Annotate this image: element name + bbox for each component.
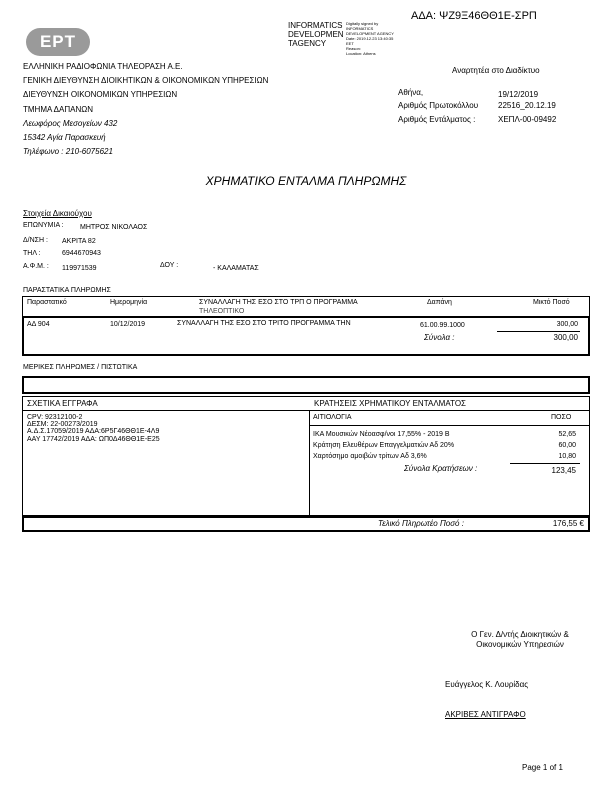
deductions-heading: ΚΡΑΤΗΣΕΙΣ ΧΡΗΜΑΤΙΚΟΥ ΕΝΤΑΛΜΑΤΟΣ xyxy=(314,399,466,408)
organization-block: ΕΛΛΗΝΙΚΗ ΡΑΔΙΟΦΩΝΙΑ ΤΗΛΕΟΡΑΣΗ Α.Ε. ΓΕΝΙΚΗ ΔΙΕΥΘΥΝΣΗ ΔΙΟΙΚΗΤΙΚΩΝ & ΟΙΚΟΝΟΜΙΚΩΝ ΥΠΗΡΕΣΙΩΝ ΔΙΕΥΘΥΝΣΗ ΟΙΚΟΝΟΜΙΚΩΝ ΥΠΗΡΕΣΙΩΝ ΤΜΗΜΑ ΔΑΠΑΝΩΝ Λεωφόρος Μεσογείων 432 15342 Αγία Παρασκευή Τηλέφωνο : 210-6075621 xyxy=(23,62,269,157)
row-date: 10/12/2019 xyxy=(110,321,146,328)
row-amount: 300,00 xyxy=(556,321,578,328)
payment-docs-heading: ΠΑΡΑΣΤΑΤΙΚΑ ΠΛΗΡΩΜΗΣ xyxy=(23,287,111,294)
page-number: Page 1 of 1 xyxy=(522,763,563,772)
ert-logo: ΕΡΤ xyxy=(26,28,90,56)
deduction-item-2-reason: Κράτηση Ελευθέρων Επαγγελματιών Αδ 20% xyxy=(313,442,455,449)
ada-code: ΑΔΑ: ΨΖ9Ξ46ΘΘ1Ε-ΣΡΠ xyxy=(411,10,537,22)
true-copy-stamp: ΑΚΡΙΒΕΣ ΑΝΤΙΓΡΑΦΟ xyxy=(445,710,526,719)
final-amount-label: Τελικό Πληρωτέο Ποσό : xyxy=(378,519,464,528)
final-amount-box xyxy=(22,516,590,532)
document-title: ΧΡΗΜΑΤΙΚΟ ΕΝΤΑΛΜΑ ΠΛΗΡΩΜΗΣ xyxy=(205,174,407,188)
deduction-item-1-reason: ΙΚΑ Μουσικών Νέοασφ/νοι 17,55% - 2019 Β xyxy=(313,431,450,438)
informatics-block: INFORMATICS DEVELOPMEN TAGENCY xyxy=(288,21,344,48)
afm-label: Α.Φ.Μ. : xyxy=(23,263,49,270)
meta-warrant-label: Αριθμός Εντάλματος : xyxy=(398,115,476,124)
col-date: Ημερομηνία xyxy=(110,299,148,306)
meta-date-label: Αθήνα, xyxy=(398,88,424,97)
digital-signature-text: Digitally signed by INFORMATICS DEVELOPMENT AGENCY Date: 2019.12.23 13:40:35 EET Reason: Location: Athens xyxy=(346,21,394,56)
name-value: ΜΗΤΡΟΣ ΝΙΚΟΛΑΟΣ xyxy=(80,224,148,231)
meta-protocol-value: 22516_20.12.19 xyxy=(498,101,556,110)
col-description-overflow: ΤΗΛΕΟΠΤΙΚΟ xyxy=(199,308,245,315)
deduction-total-label: Σύνολα Κρατήσεων : xyxy=(404,464,478,473)
name-label: ΕΠΩΝΥΜΙΑ : xyxy=(23,222,64,229)
deduction-item-2-amount: 60,00 xyxy=(558,442,576,449)
partial-box xyxy=(22,376,590,394)
doy-label: ΔΟΥ : xyxy=(160,262,179,269)
deduction-total-value: 123,45 xyxy=(551,466,576,475)
doy-value: - ΚΑΛΑΜΑΤΑΣ xyxy=(213,265,259,272)
signatory-title-1: Ο Γεν. Δ/ντής Διοικητικών & xyxy=(471,630,569,639)
payment-total-label: Σύνολα : xyxy=(424,333,455,342)
posted-notice: Αναρτητέα στο Διαδίκτυο xyxy=(452,66,540,75)
payment-total-value: 300,00 xyxy=(553,333,578,342)
meta-warrant-value: ΧΕΠΛ-00-09492 xyxy=(498,115,557,124)
row-document: ΑΔ 904 xyxy=(27,321,50,328)
deduction-total-line xyxy=(510,463,580,464)
deduction-item-3-reason: Χαρτόσημο αμοιβών τρίτων Αδ 3,6% xyxy=(313,453,427,460)
afm-value: 119971539 xyxy=(62,265,97,272)
address-label: Δ/ΝΣΗ : xyxy=(23,237,48,244)
related-heading: ΣΧΕΤΙΚΑ ΕΓΓΡΑΦΑ xyxy=(27,399,98,408)
deduction-item-1-amount: 52,65 xyxy=(558,431,576,438)
address-value: ΑΚΡΙΤΑ 82 xyxy=(62,238,96,245)
deduction-amount-header: ΠΟΣΟ xyxy=(551,414,572,421)
beneficiary-heading: Στοιχεία Δικαιούχου xyxy=(23,209,92,218)
related-lines: CPV: 92312100-2 ΔΕΣΜ: 22-00273/2019 Α.Δ.Σ.17059/2019 ΑΔΑ:6Ρ5Γ46ΘΘ1Ε-4Λ9 ΑΑΥ 17742/2019 ΑΔΑ: ΩΠ0Δ46ΘΘ1Ε-Ε25 xyxy=(27,414,160,443)
meta-protocol-label: Αριθμός Πρωτοκόλλου xyxy=(398,101,479,110)
row-expense: 61.00.99.1000 xyxy=(420,322,465,329)
col-amount: Μικτό Ποσό xyxy=(533,299,570,306)
col-description: ΣΥΝΑΛΛΑΓΗ ΤΗΣ ΕΣΟ ΣΤΟ ΤΡΠ Ο ΠΡΟΓΡΑΜΜΑ xyxy=(199,299,358,306)
deduction-reason-header: ΑΙΤΙΟΛΟΓΙΑ xyxy=(313,414,352,421)
phone-label: ΤΗΛ : xyxy=(23,250,41,257)
deduction-item-3-amount: 10,80 xyxy=(558,453,576,460)
col-document: Παραστατικό xyxy=(27,299,67,306)
row-description: ΣΥΝΑΛΛΑΓΗ ΤΗΣ ΕΣΟ ΣΤΟ ΤΡΙΤΟ ΠΡΟΓΡΑΜΜΑ ΤΗΝ xyxy=(177,320,351,327)
phone-value: 6944670943 xyxy=(62,250,101,257)
signatory-name: Ευάγγελος Κ. Λουρίδας xyxy=(445,680,529,689)
partial-heading: ΜΕΡΙΚΕΣ ΠΛΗΡΩΜΕΣ / ΠΙΣΤΩΤΙΚΑ xyxy=(23,364,138,371)
deduction-header-line xyxy=(309,425,590,426)
meta-date-value: 19/12/2019 xyxy=(498,90,539,99)
final-amount-value: 176,55 € xyxy=(552,519,584,528)
col-expense: Δαπάνη xyxy=(427,299,452,306)
section-header-line xyxy=(22,410,590,411)
row-amount-underline xyxy=(497,331,580,332)
signatory-title-2: Οικονομικών Υπηρεσιών xyxy=(476,640,564,649)
